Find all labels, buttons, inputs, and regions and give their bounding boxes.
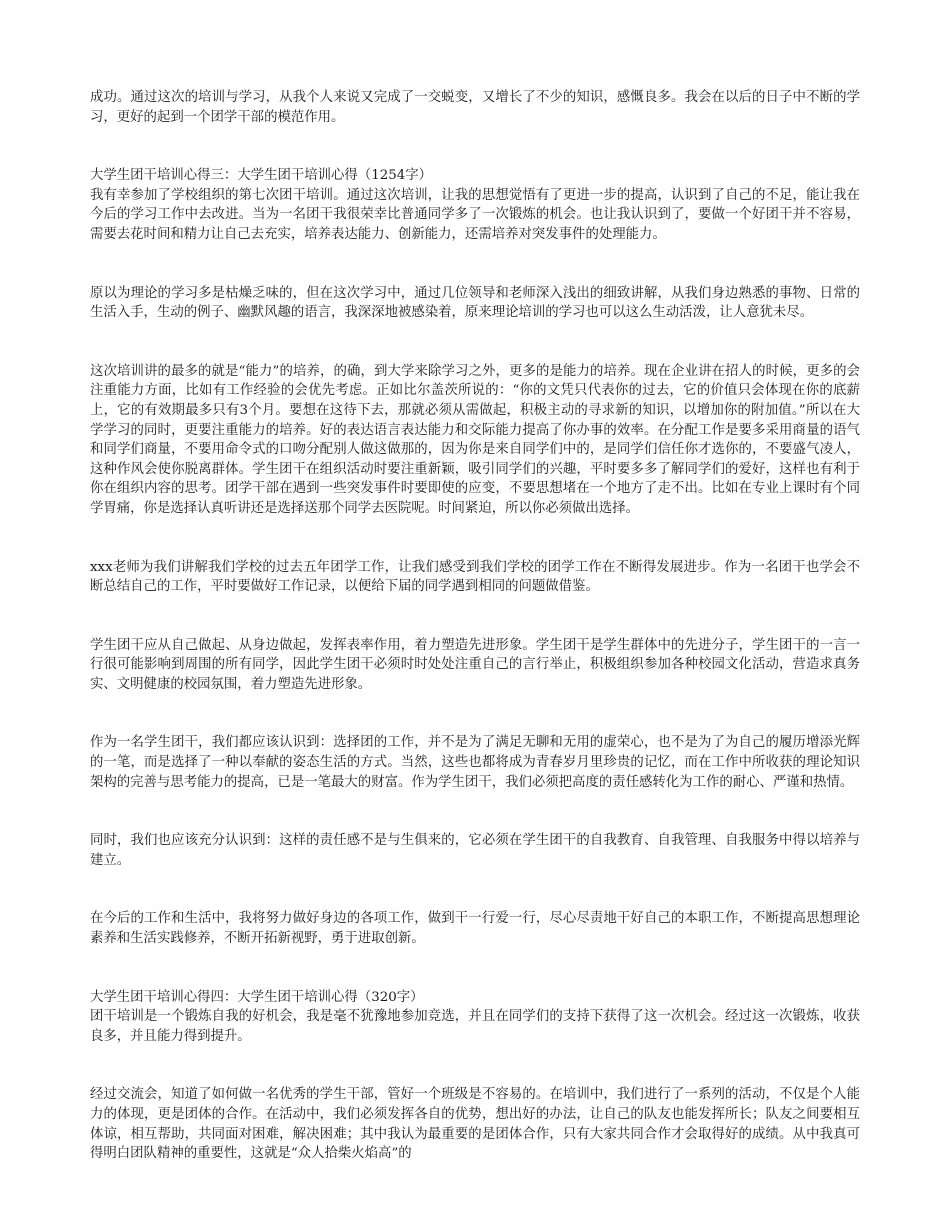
paragraph-s3-6: 作为一名学生团干，我们都应该认识到：选择团的工作，并不是为了满足无聊和无用的虚荣心，也不是为了为自己的履历增添光辉的一笔，而是选择了一种以奉献的姿态生活的方式。当然，这些也都将成为青春岁月里珍贵的记忆，而在工作中所收获的理论知识架构的完善与思考能力的提高，已是一笔最大的财富。作为学生团干，我们必须把高度的责任感转化为工作的耐心、严谨和热情。 — [90, 735, 860, 790]
paragraph-s3-1: 我有幸参加了学校组织的第七次团干培训。通过这次培训，让我的思想觉悟有了更进一步的提高，认识到了自己的不足，能让我在今后的学习工作中去改进。当为一名团干我很荣幸比普通同学多了一次锻炼的机会。也让我认识到了，要做一个好团干并不容易，需要去花时间和精力让自己去充实，培养表达能力、创新能力，还需培养对突发事件的处理能力。 — [90, 187, 860, 242]
paragraph-s3-3: 这次培训讲的最多的就是“能力”的培养，的确，到大学来除学习之外，更多的是能力的培养。现在企业讲在招人的时候，更多的会注重能力方面，比如有工作经验的会优先考虑。正如比尔盖茨所说的：“你的文凭只代表你的过去，它的价值只会体现在你的底薪上，它的有效期最多只有3个月。要想在这待下去，那就必须从需做起，积极主动的寻求新的知识，以增加你的附加值。”所以在大学学习的同时，更要注重能力的培养。好的表达语言表达能力和交际能力提高了你办事的效率。在分配工作是要多采用商量的语气和同学们商量，不要用命令式的口吻分配别人做这做那的，因为你是来自同学们中的，是同学们信任你才选你的，不要盛气凌人，这种作风会使你脱离群体。学生团干在组织活动时要注重新颖，吸引同学们的兴趣，平时要多多了解同学们的爱好，这样也有利于你在组织内容的思考。团学干部在遇到一些突发事件时要即使的应变，不要思想堵在一个地方了走不出。比如在专业上课时有个同学胃痛，你是选择认真听讲还是选择送那个同学去医院呢。时间紧迫，所以你必须做出选择。 — [90, 363, 860, 516]
paragraph-s3-7: 同时，我们也应该充分认识到：这样的责任感不是与生俱来的，它必须在学生团干的自我教育、自我管理、自我服务中得以培养与建立。 — [90, 833, 860, 868]
paragraph-s3-8: 在今后的工作和生活中，我将努力做好身边的各项工作，做到干一行爱一行，尽心尽责地干好自己的本职工作，不断提高思想理论素养和生活实践修养，不断开拓新视野，勇于进取创新。 — [90, 911, 860, 947]
paragraph-s3-2: 原以为理论的学习多是枯燥乏味的，但在这次学习中，通过几位领导和老师深入浅出的细致讲解，从我们身边熟悉的事物、日常的生活入手，生动的例子、幽默风趣的语言，我深深地被感染着，原来理论培训的学习也可以这么生动活泼，让人意犹未尽。 — [90, 285, 860, 321]
paragraph-s3-4: xxx老师为我们讲解我们学校的过去五年团学工作，让我们感受到我们学校的团学工作在不断得发展进步。作为一名团干也学会不断总结自己的工作，平时要做好工作记录，以便给下届的同学遇到相同的问题做借鉴。 — [90, 559, 860, 595]
paragraph-s3-5: 学生团干应从自己做起、从身边做起，发挥表率作用，着力塑造先进形象。学生团干是学生群体中的先进分子，学生团干的一言一行很可能影响到周围的所有同学，因此学生团干必须时时处处注重自己的言行举止，积极组织参加各种校园文化活动，营造求真务实、文明健康的校园氛围，着力塑造先进形象。 — [90, 637, 860, 692]
paragraph-s4-1: 团干培训是一个锻炼自我的好机会，我是毫不犹豫地参加竞选，并且在同学们的支持下获得了这一次机会。经过这一次锻炼，收获良多，并且能力得到提升。 — [90, 1009, 860, 1044]
section-heading-3: 大学生团干培训心得三：大学生团干培训心得（1254字） — [90, 168, 433, 184]
section-heading-4: 大学生团干培训心得四：大学生团干培训心得（320字） — [90, 989, 424, 1005]
paragraph-s4-2: 经过交流会，知道了如何做一名优秀的学生干部，管好一个班级是不容易的。在培训中，我们进行了一系列的活动，不仅是个人能力的体现，更是团体的合作。在活动中，我们必须发挥各自的优势，想出好的办法，让自己的队友也能发挥所长；队友之间要相互体谅，相互帮助，共同面对困难，解决困难；其中我认为最重要的是团体合作，只有大家共同合作才会取得好的成绩。从中我真可得明白团队精神的重要性，这就是“众人拾柴火焰高”的 — [90, 1087, 860, 1162]
paragraph-intro: 成功。通过这次的培训与学习，从我个人来说又完成了一交蜕变，又增长了不少的知识，感慨良多。我会在以后的日子中不断的学习，更好的起到一个团学干部的模范作用。 — [90, 90, 860, 125]
